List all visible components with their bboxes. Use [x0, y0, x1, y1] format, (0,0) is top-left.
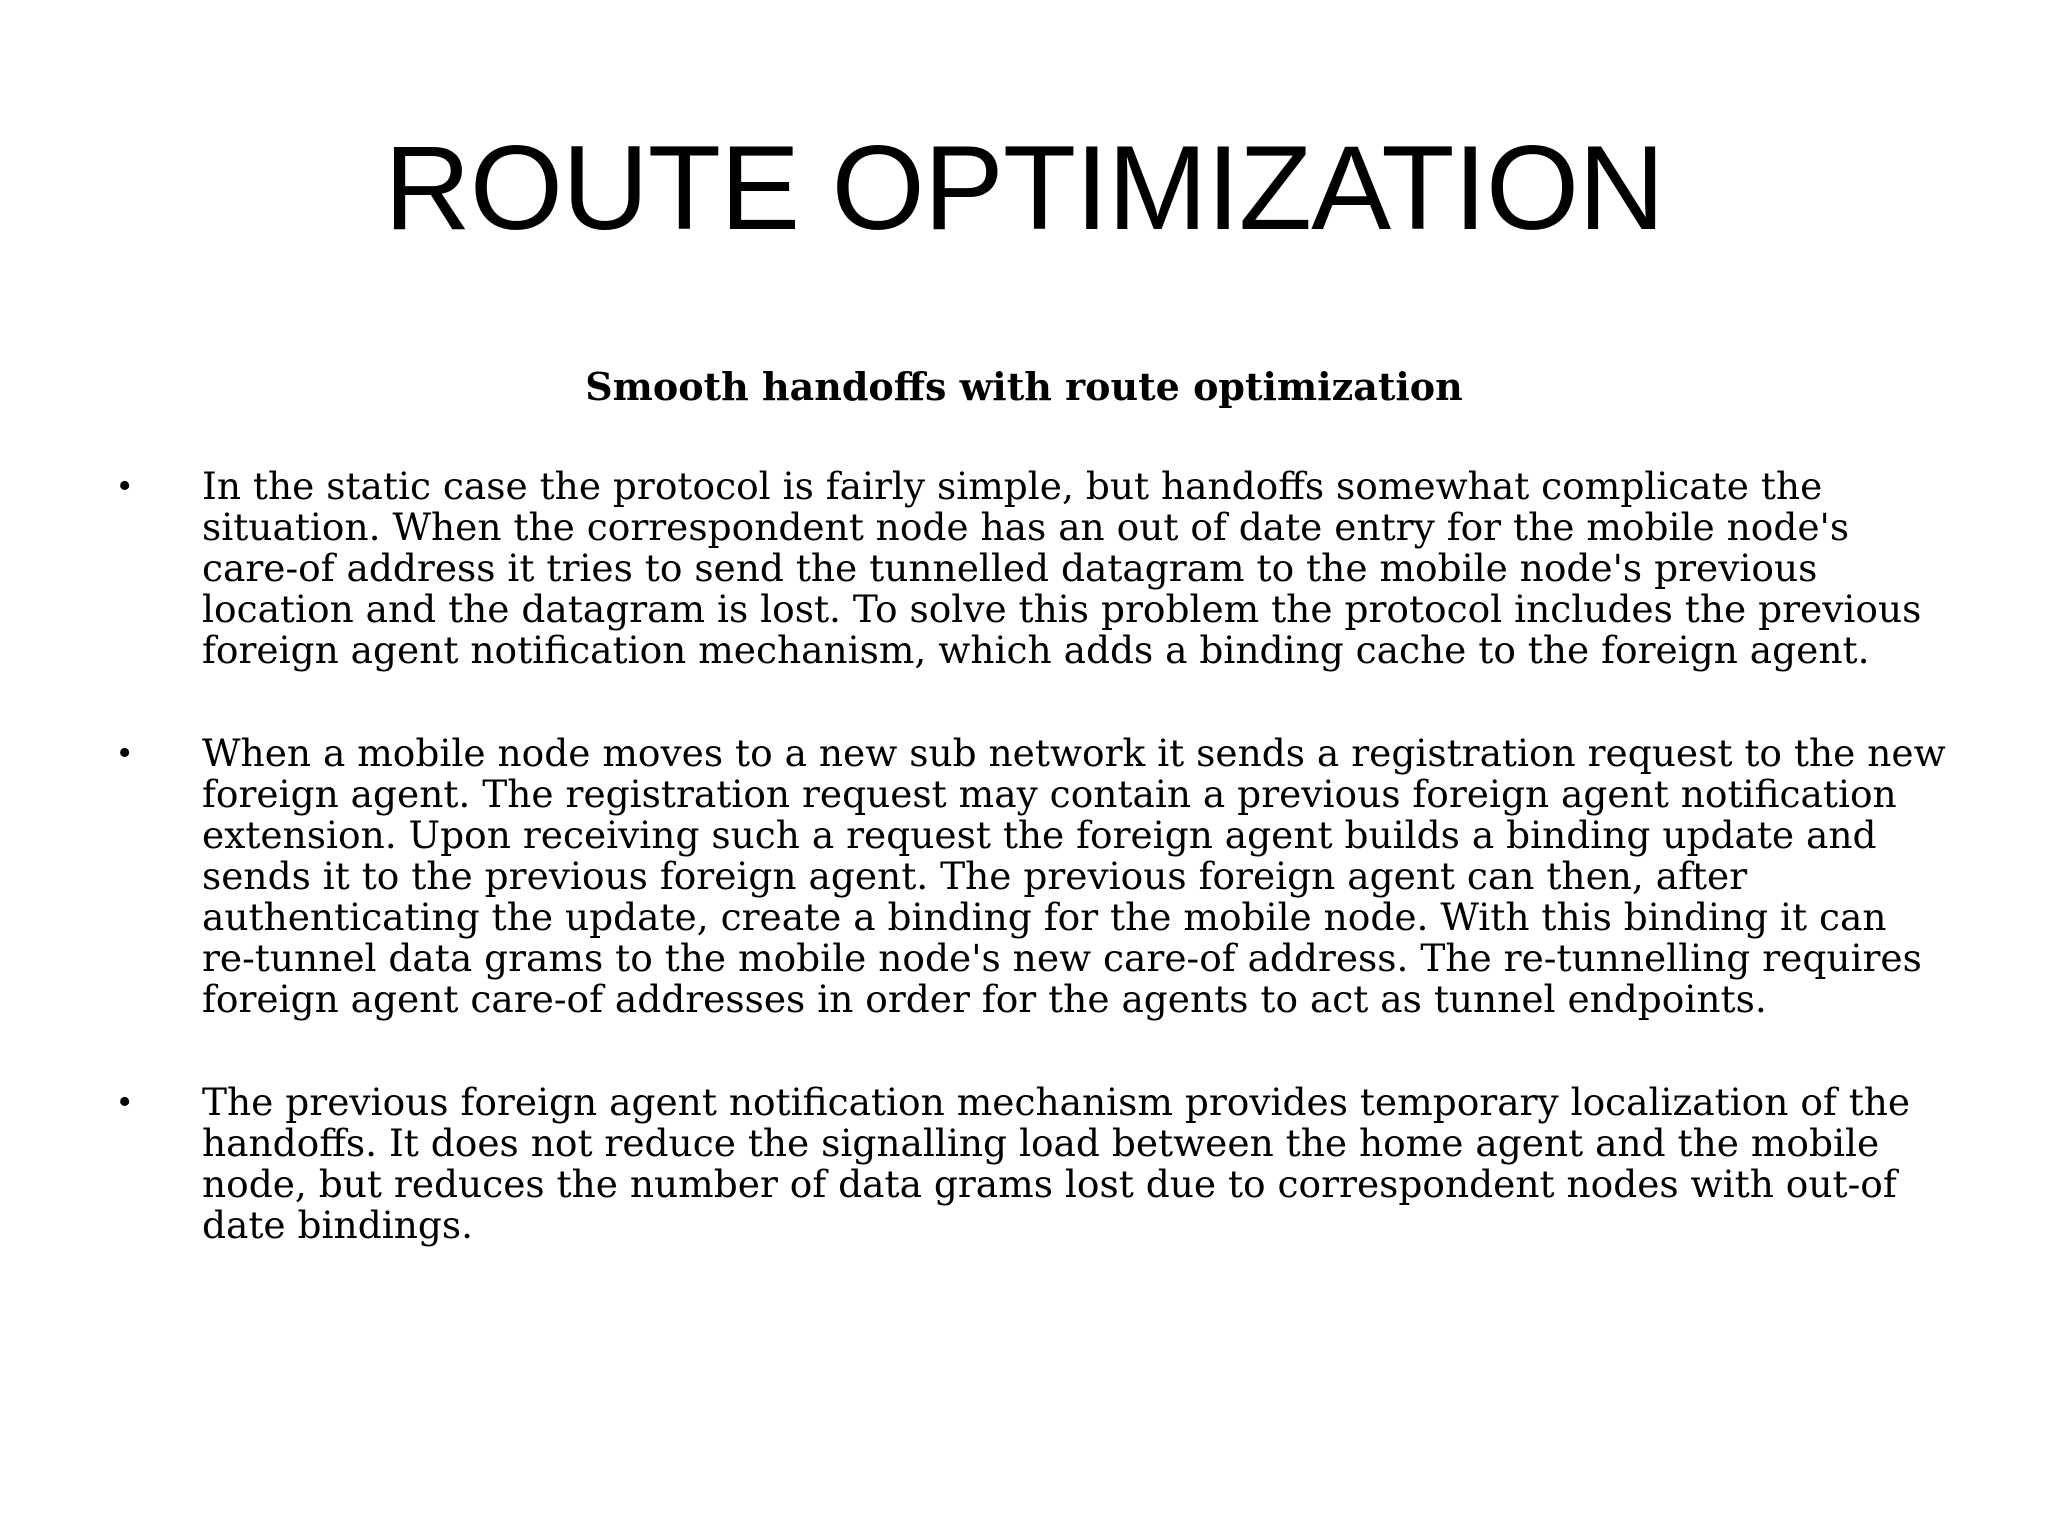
bullet-text: When a mobile node moves to a new sub network it sends a registration request to the new foreign agent. The registration request may contain a previous foreign agent notification extension. Upon receiving such a request the foreign agent builds a binding update and sends it to the previous foreign agent. The previous foreign agent can then, after authenticating the update, create a binding for the mobile node. With this binding it can re-tunnel data grams to the mobile node's new care-of address. The re-tunnelling requires foreign agent care-of addresses in order for the agents to act as tunnel endpoints.	[202, 731, 1946, 1021]
bullet-icon: •	[118, 465, 132, 507]
bullet-icon: •	[118, 732, 132, 774]
bullet-item	[118, 1082, 1948, 1246]
bullet-text: In the static case the protocol is fairly simple, but handoffs somewhat complicate the situation. When the correspondent node has an out of date entry for the mobile node's care-of address it tries to send the tunnelled datagram to the mobile node's previous location and the datagram is lost. To solve this problem the protocol includes the previous foreign agent notification mechanism, which adds a binding cache to the foreign agent.	[202, 464, 1922, 672]
slide-title: ROUTE OPTIMIZATION	[384, 121, 1664, 255]
bullet-item	[118, 733, 1948, 1020]
bullet-item	[118, 466, 1948, 671]
bullet-icon: •	[118, 1081, 132, 1123]
bullet-list	[118, 466, 1948, 1308]
bullet-text: The previous foreign agent notification mechanism provides temporary localization of the handoffs. It does not reduce the signalling load between the home agent and the mobile node, but reduces the number of data grams lost due to correspondent nodes with out-of date bindings.	[202, 1080, 1911, 1247]
slide-subtitle: Smooth handoffs with route optimization	[585, 364, 1463, 409]
